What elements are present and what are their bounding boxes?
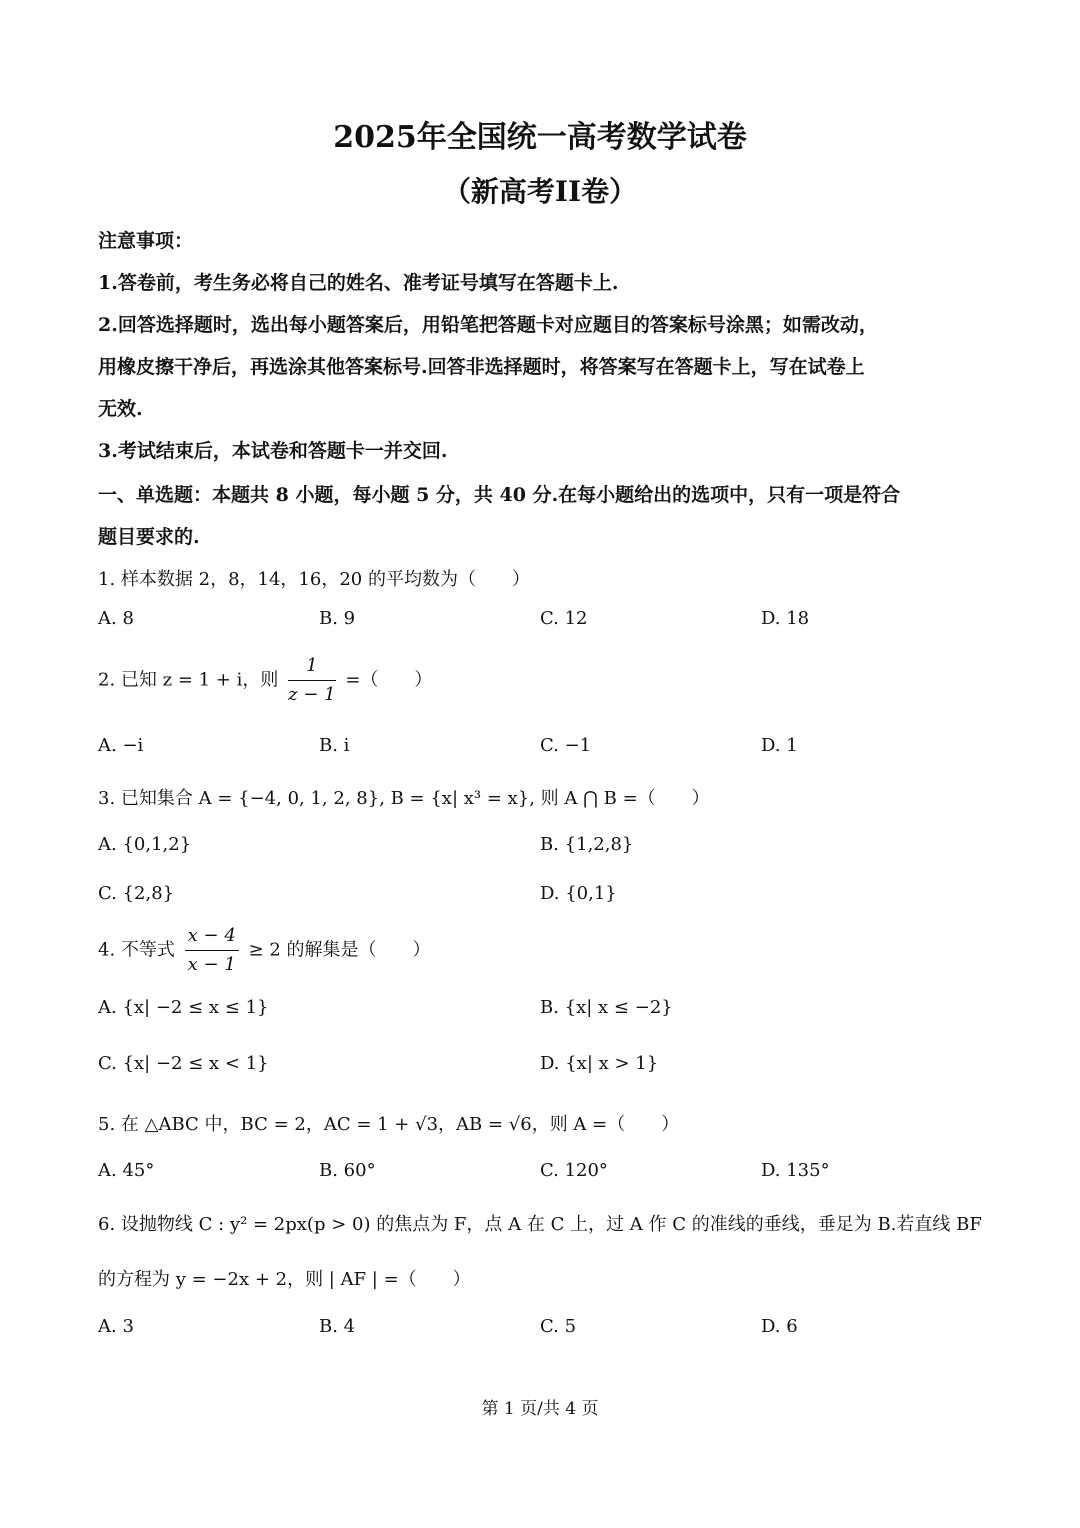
fraction-denominator: x − 1 bbox=[187, 954, 236, 975]
notice-item-2-line-1: 2.回答选择题时，选出每小题答案后，用铅笔把答题卡对应题目的答案标号涂黑；如需改动， bbox=[98, 314, 878, 336]
question-6-option-b: B. 4 bbox=[319, 1316, 356, 1337]
question-5-option-d: D. 135° bbox=[761, 1160, 830, 1181]
question-2-fraction bbox=[288, 652, 335, 709]
question-1-stem: 1. 样本数据 2，8，14，16，20 的平均数为（ ） bbox=[98, 569, 530, 590]
section-heading-line-1: 一、单选题：本题共 8 小题，每小题 5 分，共 40 分.在每小题给出的选项中，只有一项是符合 bbox=[98, 484, 901, 506]
question-3-option-a: A. {0,1,2} bbox=[98, 834, 192, 855]
notice-heading: 注意事项： bbox=[98, 230, 194, 252]
question-6-option-a: A. 3 bbox=[98, 1316, 134, 1337]
question-4-option-c: C. {x| −2 ≤ x < 1} bbox=[98, 1053, 269, 1074]
question-5-option-c: C. 120° bbox=[540, 1160, 608, 1181]
question-5-option-b: B. 60° bbox=[319, 1160, 376, 1181]
question-2-option-a: A. −i bbox=[98, 735, 144, 756]
question-1-option-b: B. 9 bbox=[319, 608, 356, 629]
notice-item-2-line-2: 用橡皮擦干净后，再选涂其他答案标号.回答非选择题时，将答案写在答题卡上，写在试卷上 bbox=[98, 356, 865, 378]
question-2-stem-pre: 2. 已知 z = 1 + i，则 bbox=[98, 669, 279, 691]
question-6-option-d: D. 6 bbox=[761, 1316, 798, 1337]
question-1-option-a: A. 8 bbox=[98, 608, 134, 629]
question-2-option-b: B. i bbox=[319, 735, 350, 756]
question-3-stem: 3. 已知集合 A = {−4, 0, 1, 2, 8}, B = {x| x³ = x}, 则 A ⋂ B =（ ） bbox=[98, 788, 710, 809]
exam-title: 2025年全国统一高考数学试卷 bbox=[333, 120, 747, 155]
question-6-option-c: C. 5 bbox=[540, 1316, 577, 1337]
page-number: 第 1 页/共 4 页 bbox=[481, 1399, 599, 1419]
question-2-stem bbox=[98, 652, 432, 709]
question-4-option-b: B. {x| x ≤ −2} bbox=[540, 997, 673, 1018]
question-2-option-d: D. 1 bbox=[761, 735, 798, 756]
question-5-option-a: A. 45° bbox=[98, 1160, 155, 1181]
question-6-stem-line-1: 6. 设抛物线 C : y² = 2px(p > 0) 的焦点为 F，点 A 在 C 上，过 A 作 C 的准线的垂线，垂足为 B.若直线 BF bbox=[98, 1214, 982, 1235]
question-4-stem bbox=[98, 922, 431, 979]
question-4-stem-post: ≥ 2 的解集是（ ） bbox=[248, 939, 431, 961]
question-2-stem-post: =（ ） bbox=[345, 669, 433, 691]
fraction-numerator: x − 4 bbox=[185, 922, 239, 951]
question-4-option-d: D. {x| x > 1} bbox=[540, 1053, 659, 1074]
question-3-option-d: D. {0,1} bbox=[540, 883, 617, 904]
question-3-option-b: B. {1,2,8} bbox=[540, 834, 634, 855]
question-2-option-c: C. −1 bbox=[540, 735, 592, 756]
notice-item-2-line-3: 无效. bbox=[98, 398, 143, 420]
fraction-denominator: z − 1 bbox=[288, 684, 336, 705]
question-3-option-c: C. {2,8} bbox=[98, 883, 175, 904]
question-6-stem-line-2: 的方程为 y = −2x + 2，则 | AF | =（ ） bbox=[98, 1269, 471, 1290]
question-4-fraction bbox=[185, 922, 239, 979]
exam-subtitle: （新高考II卷） bbox=[442, 175, 638, 208]
section-heading-line-2: 题目要求的. bbox=[98, 526, 200, 548]
question-5-stem: 5. 在 △ABC 中，BC = 2，AC = 1 + √3，AB = √6，则 A =（ ） bbox=[98, 1114, 680, 1135]
question-1-option-d: D. 18 bbox=[761, 608, 810, 629]
question-4-stem-pre: 4. 不等式 bbox=[98, 939, 175, 961]
fraction-numerator: 1 bbox=[288, 652, 335, 681]
notice-item-1: 1.答卷前，考生务必将自己的姓名、准考证号填写在答题卡上. bbox=[98, 272, 619, 294]
question-4-option-a: A. {x| −2 ≤ x ≤ 1} bbox=[98, 997, 269, 1018]
question-1-option-c: C. 12 bbox=[540, 608, 588, 629]
notice-item-3: 3.考试结束后，本试卷和答题卡一并交回. bbox=[98, 440, 448, 462]
